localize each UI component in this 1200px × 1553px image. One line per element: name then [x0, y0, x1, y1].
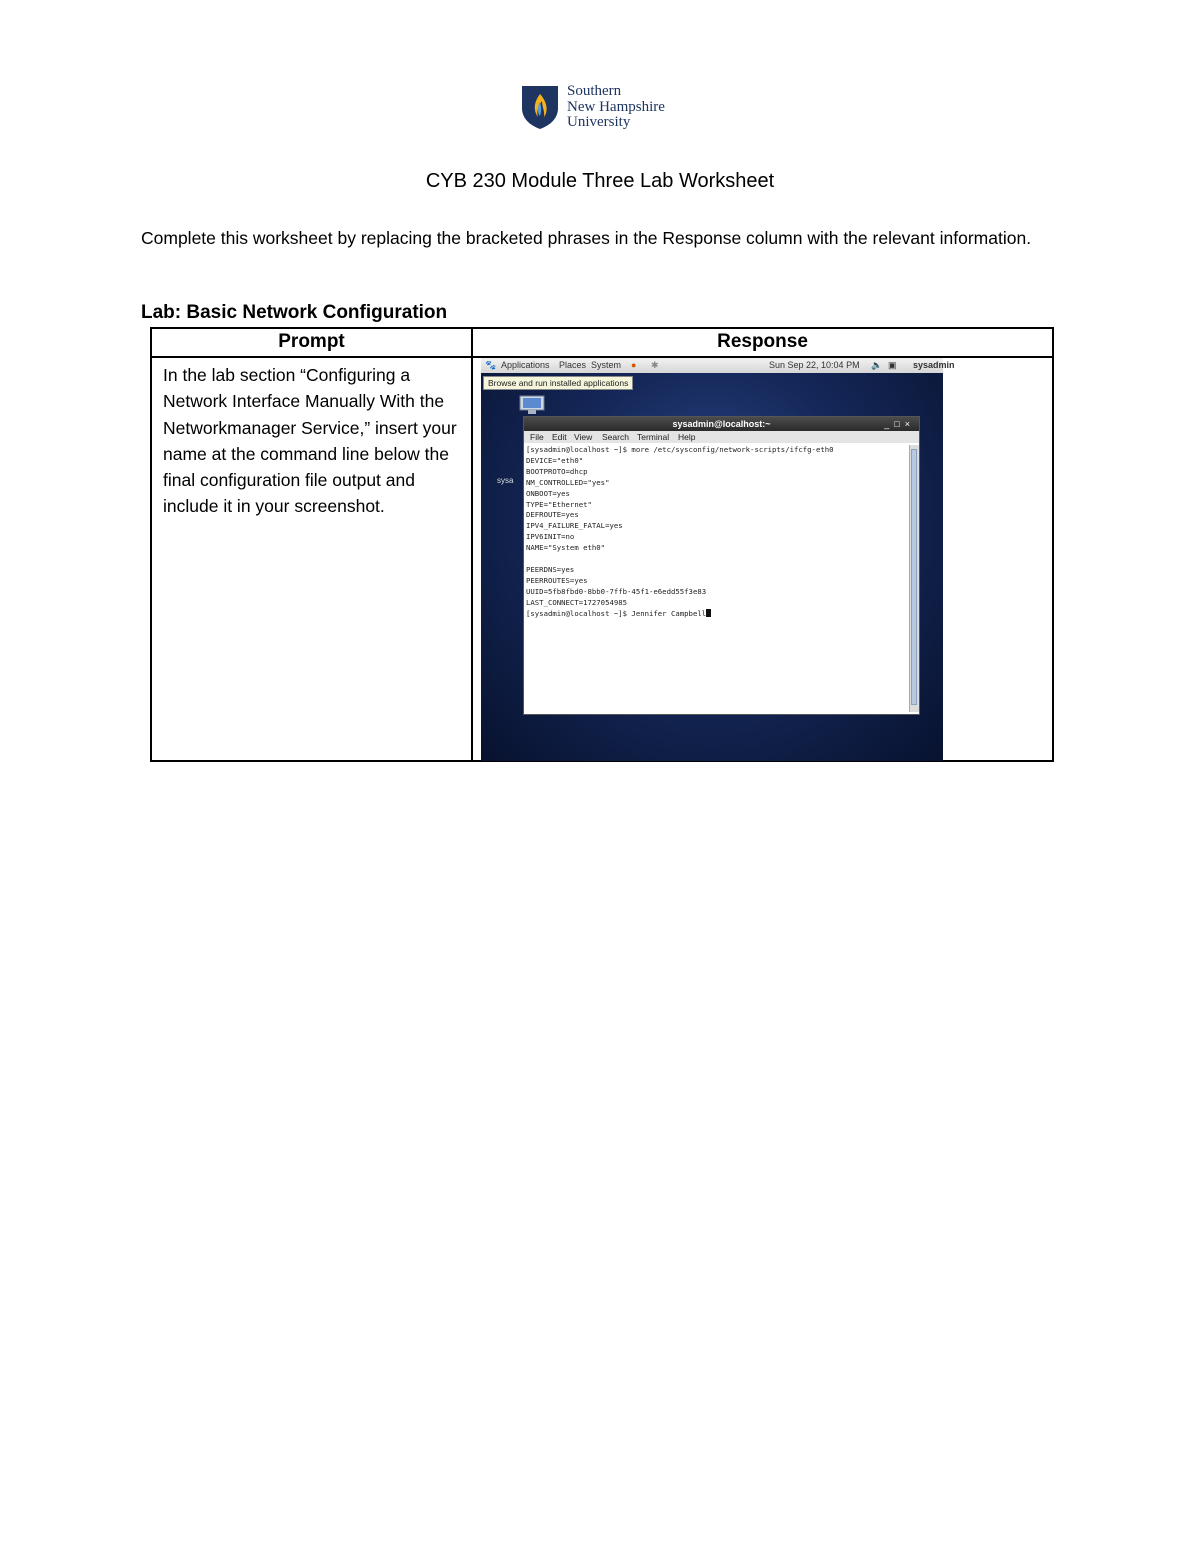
terminal-window [523, 416, 920, 715]
scrollbar-thumb [911, 449, 917, 705]
shield-flame-icon [520, 84, 560, 130]
intro-paragraph: Complete this worksheet by replacing the bracketed phrases in the Response column with the relevant information. [141, 228, 1032, 248]
terminal-menubar [524, 431, 919, 443]
terminal-line: PEERDNS=yes [526, 564, 575, 574]
prompt-name-text: [sysadmin@localhost ~]$ Jennifer Campbell [526, 608, 707, 618]
panel-clock: Sun Sep 22, 10:04 PM [769, 360, 860, 370]
applications-tooltip: Browse and run installed applications [483, 376, 633, 390]
top-panel [481, 358, 955, 373]
worksheet-table [150, 327, 1054, 762]
terminal-line: DEVICE="eth0" [526, 455, 584, 465]
menu-places: Places [559, 360, 587, 370]
menu-file: File [530, 432, 544, 442]
column-divider [471, 329, 473, 760]
terminal-scrollbar [909, 445, 919, 712]
prompt-cell: In the lab section “Configuring a Network Interface Manually With the Networkmanager Service,” insert your name at the command line below the final configuration file output and include it in your screenshot. [163, 365, 457, 517]
terminal-prompt-line [526, 609, 909, 620]
menu-view: View [574, 432, 593, 442]
terminal-line: [sysadmin@localhost ~]$ more /etc/sysconfig/network-scripts/ifcfg-eth0 [526, 445, 834, 454]
applications-icon: 🐾 [485, 360, 497, 370]
response-screenshot [481, 358, 955, 761]
terminal-cursor [706, 609, 711, 617]
terminal-line: LAST_CONNECT=1727054985 [526, 597, 628, 607]
panel-user: sysadmin [913, 360, 955, 370]
window-controls [884, 417, 915, 431]
settings-icon: ✱ [651, 360, 659, 370]
menu-help: Help [678, 432, 696, 442]
logo-wordmark [567, 84, 665, 131]
terminal-line: IPV4_FAILURE_FATAL=yes [526, 521, 623, 531]
logo-line-1: Southern [567, 83, 622, 99]
terminal-line: ONBOOT=yes [526, 488, 570, 498]
volume-icon: 🔈 [871, 360, 883, 370]
terminal-line: IPV6INIT=no [526, 532, 575, 542]
minimize-icon: _ [884, 419, 895, 429]
terminal-title: sysadmin@localhost:~ [524, 417, 919, 431]
logo-line-3: University [567, 114, 631, 130]
terminal-line: NAME="System eth0" [526, 543, 606, 553]
menu-search: Search [602, 432, 629, 442]
response-header: Response [717, 331, 808, 352]
terminal-line [526, 554, 909, 565]
terminal-line: TYPE="Ethernet" [526, 499, 592, 509]
terminal-line: UUID=5fb8fbd0-8bb0-7ffb-45f1-e6edd55f3e83 [526, 586, 707, 596]
prompt-header: Prompt [278, 331, 345, 352]
firefox-icon: ● [631, 360, 637, 370]
section-heading: Lab: Basic Network Configuration [141, 302, 448, 323]
menu-system: System [591, 360, 622, 370]
menu-edit: Edit [552, 432, 567, 442]
terminal-line: BOOTPROTO=dhcp [526, 466, 588, 476]
maximize-icon: □ [894, 419, 905, 429]
computer-desktop-icon [519, 395, 545, 415]
menu-applications: Applications [501, 360, 550, 370]
terminal-output [526, 445, 909, 712]
desktop-icon-label: sysa [497, 476, 514, 485]
network-icon: ▣ [888, 360, 897, 370]
university-logo [520, 84, 690, 132]
terminal-line: DEFROUTE=yes [526, 510, 579, 520]
terminal-line: NM_CONTROLLED="yes" [526, 477, 610, 487]
page-title: CYB 230 Module Three Lab Worksheet [425, 170, 775, 192]
close-icon: × [904, 419, 915, 429]
terminal-line: PEERROUTES=yes [526, 575, 588, 585]
logo-line-2: New Hampshire [567, 98, 665, 115]
menu-terminal: Terminal [637, 432, 670, 442]
